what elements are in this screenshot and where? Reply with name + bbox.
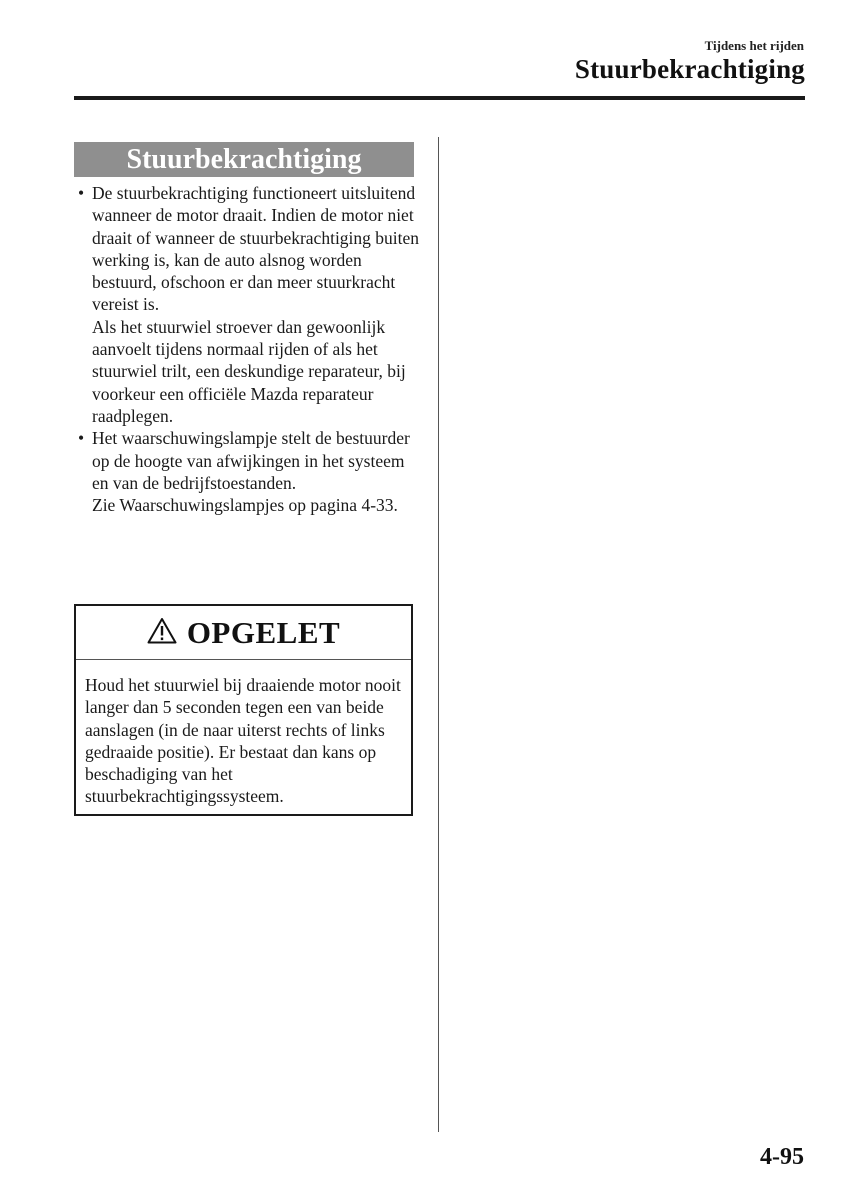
bullet-item [78,427,423,516]
bullet-list [78,182,423,516]
caution-title: OPGELET [186,614,341,650]
caution-header [76,606,411,660]
warning-triangle-icon [147,617,177,649]
bullet-dot: • [78,428,85,449]
bullet-dot: • [78,183,85,203]
header-rule [74,96,805,100]
section-title: Stuurbekrachtiging [74,142,414,177]
bullet-paragraph: Het waarschuwingslampje stelt de bestuurder op de hoogte van afwijkingen in het systeem en van de bedrijfstoestanden. [92,428,410,493]
bullet-item [78,182,423,427]
chapter-label: Tijdens het rijden [704,38,804,53]
caution-box [74,604,413,816]
page-number: 4-95 [760,1144,804,1170]
header-title: Stuurbekrachtiging [574,54,805,84]
bullet-paragraph: De stuurbekrachtiging functioneert uitsluitend wanneer de motor draait. Indien de motor niet draait of wanneer de stuurbekrachtiging buiten werking is, kan de auto alsnog worden bestuurd, ofschoon er dan meer stuurkracht vereist is. [92,183,420,315]
column-divider [438,137,439,1132]
caution-text: Houd het stuurwiel bij draaiende motor nooit langer dan 5 seconden tegen een van beide aanslagen (in de naar uiterst rechts of links gedraaide positie). Er bestaat dan kans op beschadiging van het stuurbekrachtigingssysteem. [85,675,401,807]
bullet-paragraph: Als het stuurwiel stroever dan gewoonlijk aanvoelt tijdens normaal rijden of als het stuurwiel trilt, een deskundige reparateur, bij voorkeur een officiële Mazda reparateur raadplegen. [92,316,406,426]
bullet-paragraph: Zie Waarschuwingslampjes op pagina 4-33. [92,495,398,516]
